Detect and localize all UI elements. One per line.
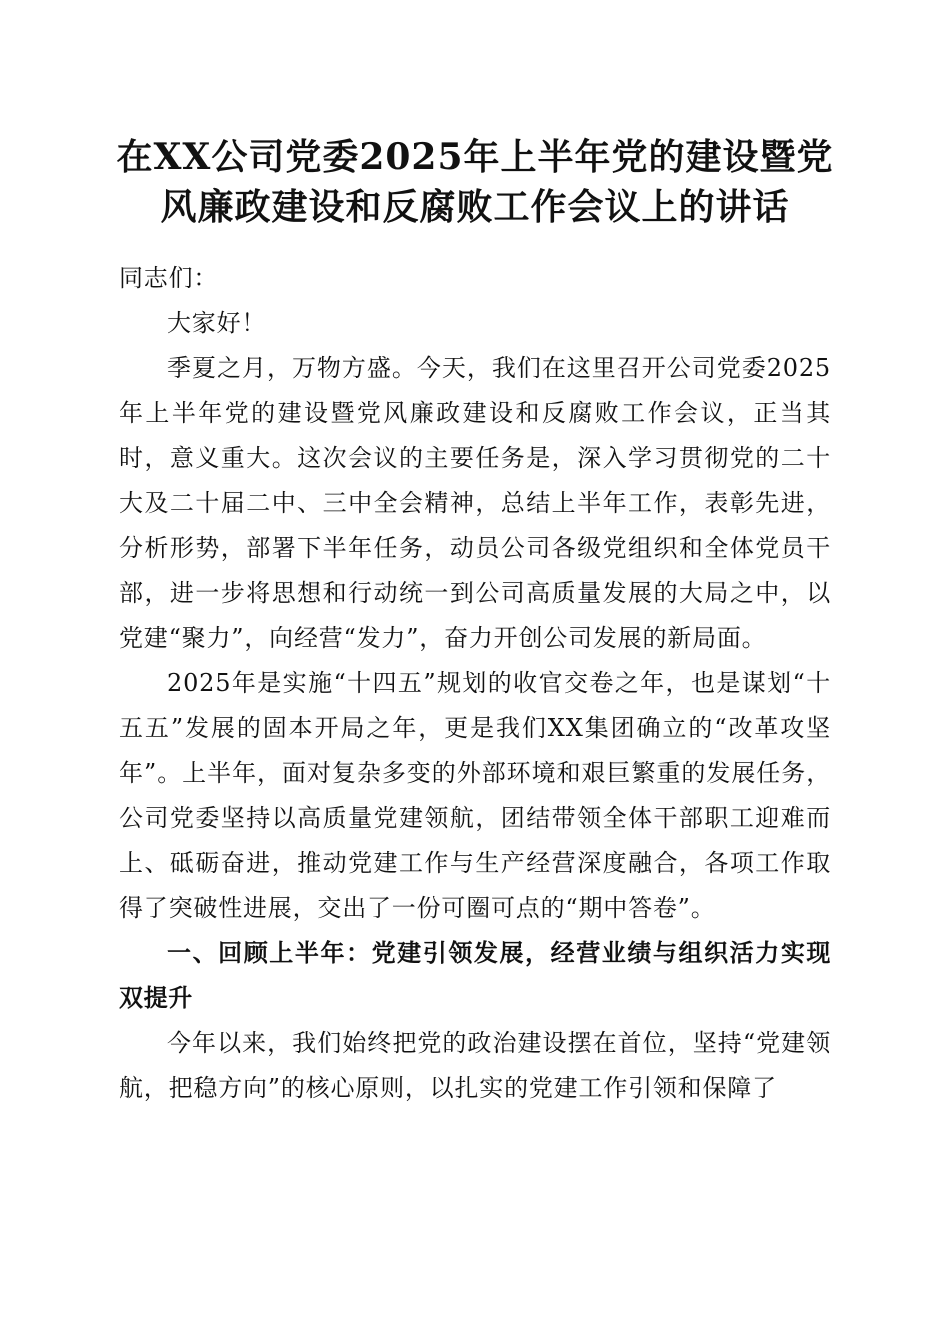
greeting: 大家好！ [167,309,267,337]
paragraph-background: 2025年是实施“十四五”规划的收官交卷之年，也是谋划“十五五”发展的固本开局之年，更是我们XX集团确立的“改革攻坚年”。上半年，面对复杂多变的外部环境和艰巨繁重的发展任务，公司党委坚持以高质量党建领航，团结带领全体干部职工迎难而上、砥砺奋进，推动党建工作与生产经营深度融合，各项工作取得了突破性进展，交出了一份可圈可点的“期中答卷”。 [119,669,831,922]
paragraph-opening: 季夏之月，万物方盛。今天，我们在这里召开公司党委2025年上半年党的建设暨党风廉政建设和反腐败工作会议，正当其时，意义重大。这次会议的主要任务是，深入学习贯彻党的二十大及二十届二中、三中全会精神，总结上半年工作，表彰先进，分析形势，部署下半年任务，动员公司各级党组织和全体党员干部，进一步将思想和行动统一到公司高质量发展的大局之中，以党建“聚力”，向经营“发力”，奋力开创公司发展的新局面。 [119,354,831,652]
title-line-1: 在XX公司党委2025年上半年党的建设暨党 [116,136,834,178]
salutation: 同志们： [119,264,219,292]
document-body [119,256,831,1111]
section-heading-1: 一、回顾上半年：党建引领发展，经营业绩与组织活力实现双提升 [119,939,831,1012]
document-title [100,132,850,232]
title-line-2: 风廉政建设和反腐败工作会议上的讲话 [160,186,790,228]
paragraph-section-1: 今年以来，我们始终把党的政治建设摆在首位，坚持“党建领航，把稳方向”的核心原则，以扎实的党建工作引领和保障了 [119,1029,831,1102]
